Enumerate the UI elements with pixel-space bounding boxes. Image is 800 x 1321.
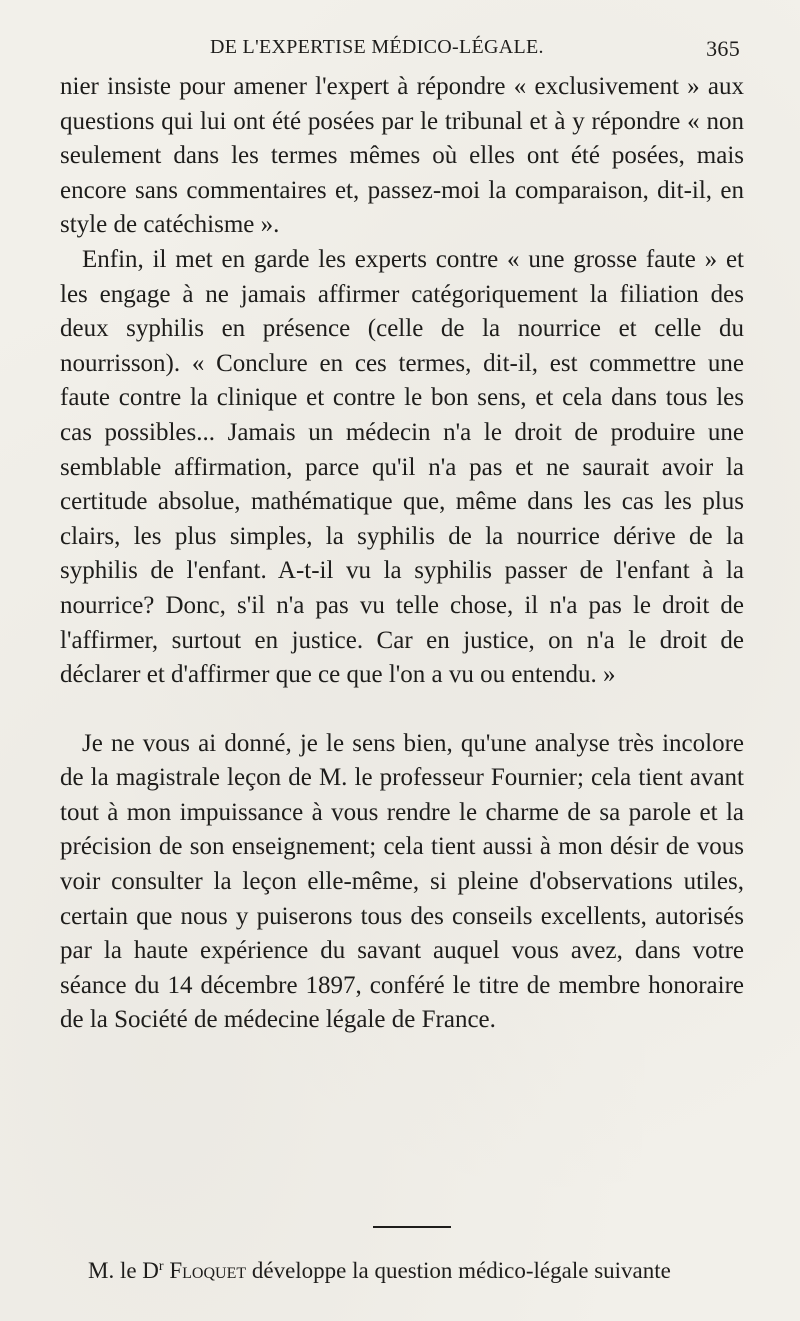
heading-superscript: r [158,1259,164,1274]
section-divider [373,1226,451,1228]
page-number: 365 [706,36,740,61]
body-text [60,70,744,1038]
running-title: DE L'EXPERTISE MÉDICO-LÉGALE. [210,36,544,58]
paragraph-conclusion: Je ne vous ai donné, je le sens bien, qu'une analyse très incolore de la magistrale leçon de M. le professeur Fournier; cela tient avant tout à mon impuissance à vous rendre le charme de sa parole et la précision de son enseignement; cela tient aussi à mon désir de vous voir consulter la leçon elle-même, si pleine d'observations utiles, certain que nous y puiserons tous des conseils excellents, autorisés par la haute expérience du savant auquel vous avez, dans votre séance du 14 décembre 1897, conféré le titre de membre honoraire de la Société de médecine légale de France. [60,729,744,1034]
paragraph-continuation: nier insiste pour amener l'expert à répondre « exclusivement » aux questions qui lui ont été posées par le tribunal et à y répondre « non seulement dans les termes mêmes où elles ont été posées, mais encore sans commentaires et, passez-moi la comparaison, dit-il, en style de catéchisme ». [60,73,744,239]
heading-author-name: Floquet [169,1258,247,1283]
page-header [60,36,740,66]
paragraph-quote-fournier: Enfin, il met en garde les experts contre « une grosse faute » et les engage à ne jamais affirmer catégoriquement la filiation des deux syphilis en présence (celle de la nourrice et celle du nourrisson). « Conclure en ces termes, dit-il, est commettre une faute contre la clinique et contre le bon sens, et cela dans tous les cas possibles... Jamais un médecin n'a le droit de produire une semblable affirmation, parce qu'il n'a pas et ne saurait avoir la certitude absolue, mathématique que, même dans les cas les plus clairs, les plus simples, la syphilis de la nourrice dérive de la syphilis de l'enfant. A-t-il vu la syphilis passer de l'enfant à la nourrice? Donc, s'il n'a pas vu telle chose, il n'a pas le droit de l'affirmer, surtout en justice. Car en justice, on n'a le droit de déclarer et d'affirmer que ce que l'on a vu ou entendu. » [60,245,744,689]
heading-suffix: développe la question médico-légale suivante [251,1258,671,1283]
next-section-heading [88,1252,750,1286]
heading-prefix: M. le D [88,1258,159,1283]
